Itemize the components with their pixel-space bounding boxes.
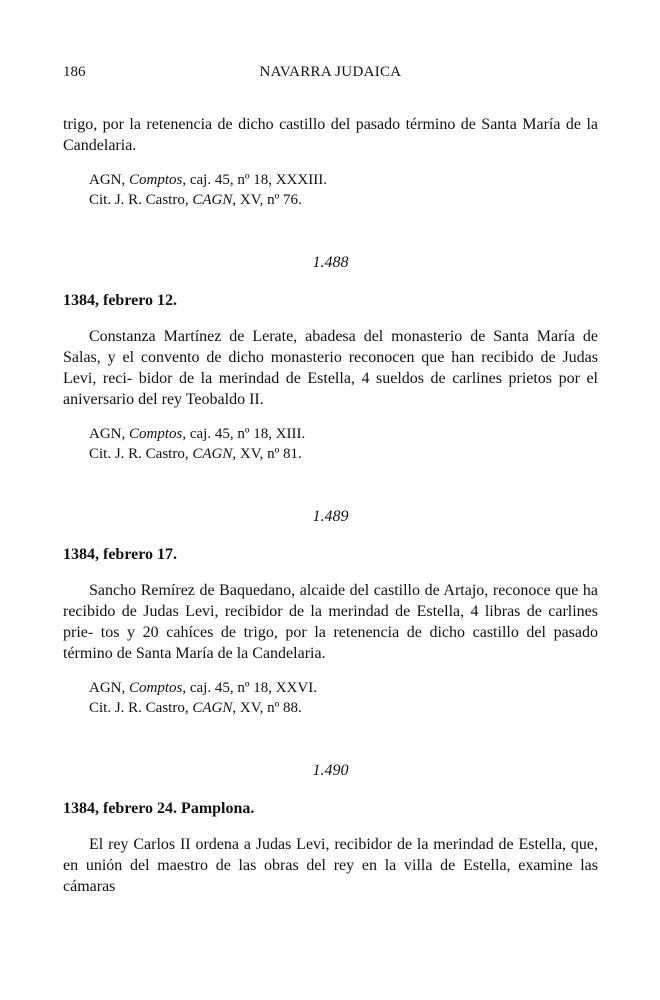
reference-block: [89, 678, 598, 718]
entry-paragraph: [63, 834, 598, 897]
text-line: Santa María de la Candelaria.: [135, 645, 326, 662]
reference-block: [89, 424, 598, 464]
page-number: 186: [63, 64, 86, 80]
text-line: y el convento de dicho monasterio reconocen que han recibido de Judas Levi, reci-: [63, 349, 599, 387]
text-line: trigo, por la retenencia de dicho castillo del pasado término de Santa María de la: [63, 116, 598, 133]
archive-reference: AGN, Comptos, caj. 45, nº 18, XIII.: [89, 426, 306, 442]
running-title: NAVARRA JUDAICA: [259, 64, 402, 80]
reference-block: [89, 170, 598, 210]
entry-number: 1.490: [312, 762, 349, 779]
citation-reference: Cit. J. R. Castro, CAGN, XV, nº 81.: [89, 446, 302, 462]
entry-date: 1384, febrero 24. Pamplona.: [63, 800, 255, 817]
entry-number: 1.488: [312, 254, 349, 271]
archive-reference: AGN, Comptos, caj. 45, nº 18, XXXIII.: [89, 172, 327, 188]
archive-reference: AGN, Comptos, caj. 45, nº 18, XXVI.: [89, 680, 317, 696]
citation-reference: Cit. J. R. Castro, CAGN, XV, nº 88.: [89, 700, 302, 716]
text-line: Sancho Remírez de Baquedano, alcaide del castillo de Artajo, reconoce que ha: [89, 582, 598, 599]
page-header: [63, 64, 598, 86]
text-line: rey Teobaldo II.: [161, 391, 264, 408]
text-line: tos y 20 cahíces de trigo, por la retenencia de dicho castillo del pasado término de: [63, 624, 598, 662]
entry: [63, 508, 598, 718]
text-line: bidor de la merindad de Estella, 4 sueldos de carlines prietos por el aniversario del: [63, 370, 598, 408]
entry-date: 1384, febrero 12.: [63, 292, 178, 309]
citation-reference: Cit. J. R. Castro, CAGN, XV, nº 76.: [89, 192, 302, 208]
text-line: El rey Carlos II ordena a Judas Levi, recibidor de la merindad de Estella, que,: [89, 836, 598, 853]
text-line: recibido de Judas Levi, recibidor de la merindad de Estella, 4 libras de carlines prie-: [63, 603, 598, 641]
entry-paragraph: [63, 326, 598, 410]
text-line: Constanza Martínez de Lerate, abadesa del monasterio de Santa María de Salas,: [63, 328, 598, 366]
entry-date: 1384, febrero 17.: [63, 546, 178, 563]
entry: [63, 762, 598, 897]
text-line: Candelaria.: [63, 137, 137, 154]
entry-paragraph: [63, 580, 598, 664]
entry-number: 1.489: [312, 508, 349, 525]
continuation-paragraph: [63, 114, 598, 156]
entry: [63, 254, 598, 464]
text-line: en unión del maestro de las obras del rey en la villa de Estella, examine las cámaras: [63, 857, 598, 895]
